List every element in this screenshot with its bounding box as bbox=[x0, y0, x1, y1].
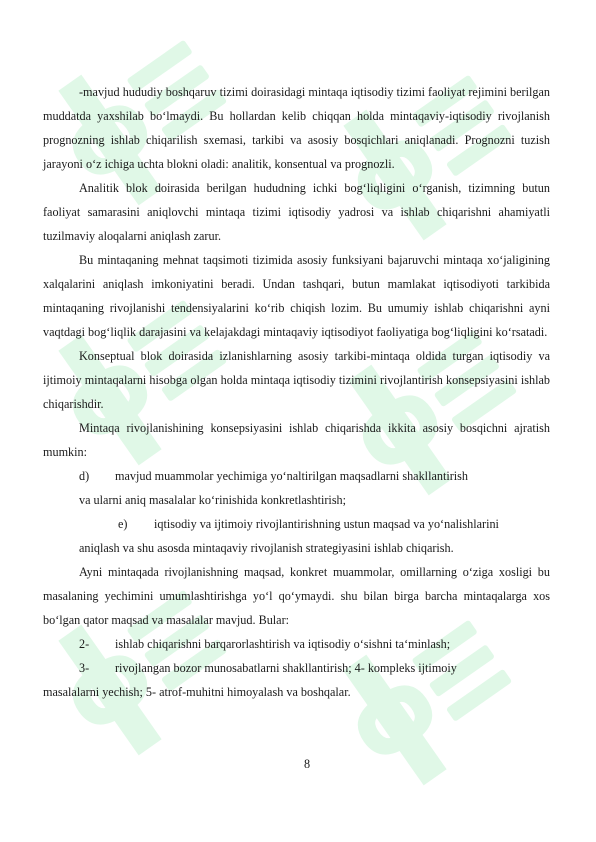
list-item-3 bbox=[43, 656, 550, 680]
list-item-3-continuation: masalalarni yechish; 5- atrof-muhitni himoyalash va boshqalar. bbox=[43, 685, 351, 699]
paragraph-1: -mavjud hududiy boshqaruv tizimi doirasidagi mintaqa iqtisodiy tizimi faoliyat rejimini berilgan muddatda yaxshilab boʻlmaydi. Bu hollardan kelib chiqqan holda mintaqaviy-iqtisodiy rivojlanish prognozning ishlab chiqarilish sxemasi, tarkibi va asosiy bosqichlari aniqlanadi. Prognozni tuzish jarayoni oʻz ichiga uchta blokni oladi: analitik, konsentual va prognozli. bbox=[43, 85, 550, 171]
list-item-d-continuation: va ularni aniq masalalar koʻrinishida konkretlashtirish; bbox=[79, 493, 347, 507]
paragraph-4: Konseptual blok doirasida izlanishlarning asosiy tarkibi-mintaqa oldida turgan iqtisodiy va ijtimoiy mintaqalarni hisobga olgan holda mintaqa iqtisodiy tizimini rivojlantirish konsepsiyasini ishlab chiqarishdir. bbox=[43, 349, 550, 411]
list-item-e bbox=[43, 512, 550, 536]
list-marker: e) bbox=[118, 517, 128, 531]
list-marker: d) bbox=[79, 469, 90, 483]
paragraph-6: Ayni mintaqada rivojlanishning maqsad, konkret muammolar, omillarning oʻziga xosligi bu masalaning yechimini umumlashtirishga yoʻl qoʻymaydi. shu bilan birga barcha mintaqalarga xos boʻlgan qator maqsad va masalalar mavjud. Bular: bbox=[43, 565, 550, 627]
list-item-e-continuation: aniqlash va shu asosda mintaqaviy rivojlanish strategiyasini ishlab chiqarish. bbox=[79, 541, 454, 555]
paragraph-5: Mintaqa rivojlanishining konsepsiyasini ishlab chiqarishda ikkita asosiy bosqichni ajratish mumkin: bbox=[43, 421, 550, 459]
paragraph-3: Bu mintaqaning mehnat taqsimoti tizimida asosiy funksiyani bajaruvchi mintaqa xoʻjaligining xalqalarini aniqlash imkoniyatini beradi. Undan tashqari, butun mamlakat iqtisodiyoti tarkibida mintaqaning rivojlanishi tendensiyalarini koʻrib chiqish lozim. Bu umumiy ishlab chiqarishni ayni vaqtdagi bogʻliqlik darajasini va kelajakdagi mintaqaviy iqtisodiyot faoliyatiga bogʻliqligini koʻrsatadi. bbox=[43, 253, 550, 339]
list-text: ishlab chiqarishni barqarorlashtirish va iqtisodiy oʻsishni taʻminlash; bbox=[115, 637, 451, 651]
list-text: iqtisodiy va ijtimoiy rivojlantirishning ustun maqsad va yoʻnalishlarini bbox=[154, 517, 499, 531]
paragraph-2: Analitik blok doirasida berilgan hududning ichki bogʻliqligini oʻrganish, tizimning butun faoliyat samarasini aniqlovchi mintaqa tizimi iqtisodiy yadrosi va ishlab chiqarishni ahamiyatli tuzilmaviy aloqalarni aniqlash zarur. bbox=[43, 181, 550, 243]
page-number: 8 bbox=[303, 757, 311, 771]
list-item-2 bbox=[43, 632, 550, 656]
list-item-d bbox=[43, 464, 550, 488]
list-marker: 2- bbox=[79, 637, 90, 651]
page-body bbox=[43, 80, 550, 704]
list-text: rivojlangan bozor munosabatlarni shakllantirish; 4- kompleks ijtimoiy bbox=[115, 661, 457, 675]
list-text: mavjud muammolar yechimiga yoʻnaltirilgan maqsadlarni shakllantirish bbox=[115, 469, 469, 483]
list-marker: 3- bbox=[79, 661, 90, 675]
